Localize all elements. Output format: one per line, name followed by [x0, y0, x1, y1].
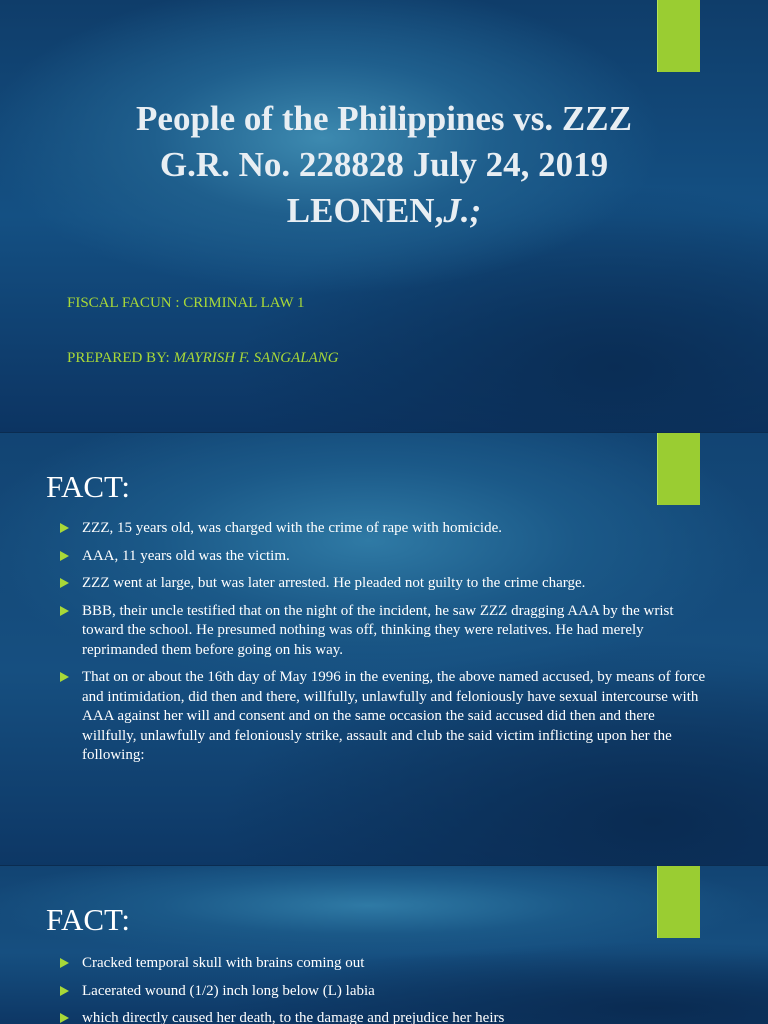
slide-title — [40, 96, 728, 234]
bullet-text: Cracked temporal skull with brains coming out — [82, 955, 365, 971]
list-item — [60, 668, 708, 766]
title-line-3 — [40, 188, 728, 234]
fact-slide-2 — [0, 866, 768, 1024]
bullet-text: ZZZ, 15 years old, was charged with the crime of rape with homicide. — [82, 520, 503, 536]
triangle-bullet-icon — [60, 606, 69, 616]
list-item — [60, 982, 708, 1002]
bullet-text: AAA, 11 years old was the victim. — [82, 547, 290, 564]
justice-suffix: J.; — [443, 191, 482, 230]
slide-heading: FACT: — [46, 469, 131, 504]
triangle-bullet-icon — [60, 578, 69, 588]
slide-heading: FACT: — [46, 902, 131, 937]
course-subtitle: FISCAL FACUN : CRIMINAL LAW 1 — [67, 295, 305, 311]
title-line-2: G.R. No. 228828 July 24, 2019 — [159, 145, 609, 184]
bullet-list — [60, 954, 708, 1024]
bullet-text: which directly caused her death, to the damage and prejudice her heirs — [82, 1010, 505, 1024]
triangle-bullet-icon — [60, 672, 69, 682]
triangle-bullet-icon — [60, 986, 69, 996]
list-item — [60, 574, 708, 594]
list-item — [60, 547, 708, 567]
title-slide — [0, 0, 768, 432]
fact-slide-1 — [0, 433, 768, 865]
bullet-text: BBB, their uncle testified that on the night of the incident, he saw ZZZ dragging AAA by the wrist toward the school. He presumed nothing was off, thinking they were relatives. He had merely reprimanded them before going on his way. — [82, 602, 674, 658]
list-item — [60, 519, 708, 539]
bullet-text: That on or about the 16th day of May 1996 in the evening, the above named accused, by means of force and intimidation, did then and there, willfully, unlawfully and feloniously have sexual intercourse with AAA against her will and consent and on the same occasion the said accused did then and there willfully, unlawfully and feloniously strike, assault and club the said victim inflicting upon her the following: — [82, 669, 706, 763]
justice-name: LEONEN, — [286, 191, 444, 230]
triangle-bullet-icon — [60, 551, 69, 561]
bullet-text: ZZZ went at large, but was later arrested. He pleaded not guilty to the crime charge. — [82, 575, 586, 591]
prepared-by-label: PREPARED BY: — [67, 350, 174, 366]
author-name: MAYRISH F. SANGALANG — [173, 350, 339, 366]
accent-bar — [657, 866, 700, 938]
triangle-bullet-icon — [60, 1013, 69, 1023]
accent-bar — [657, 433, 700, 505]
triangle-bullet-icon — [60, 523, 69, 533]
accent-bar — [657, 0, 700, 72]
list-item — [60, 954, 708, 974]
list-item — [60, 602, 708, 661]
list-item — [60, 1009, 708, 1024]
title-line-1: People of the Philippines vs. ZZZ — [136, 99, 632, 138]
bullet-list — [60, 519, 708, 774]
triangle-bullet-icon — [60, 958, 69, 968]
prepared-by — [67, 350, 339, 367]
bullet-text: Lacerated wound (1/2) inch long below (L) labia — [82, 982, 375, 999]
